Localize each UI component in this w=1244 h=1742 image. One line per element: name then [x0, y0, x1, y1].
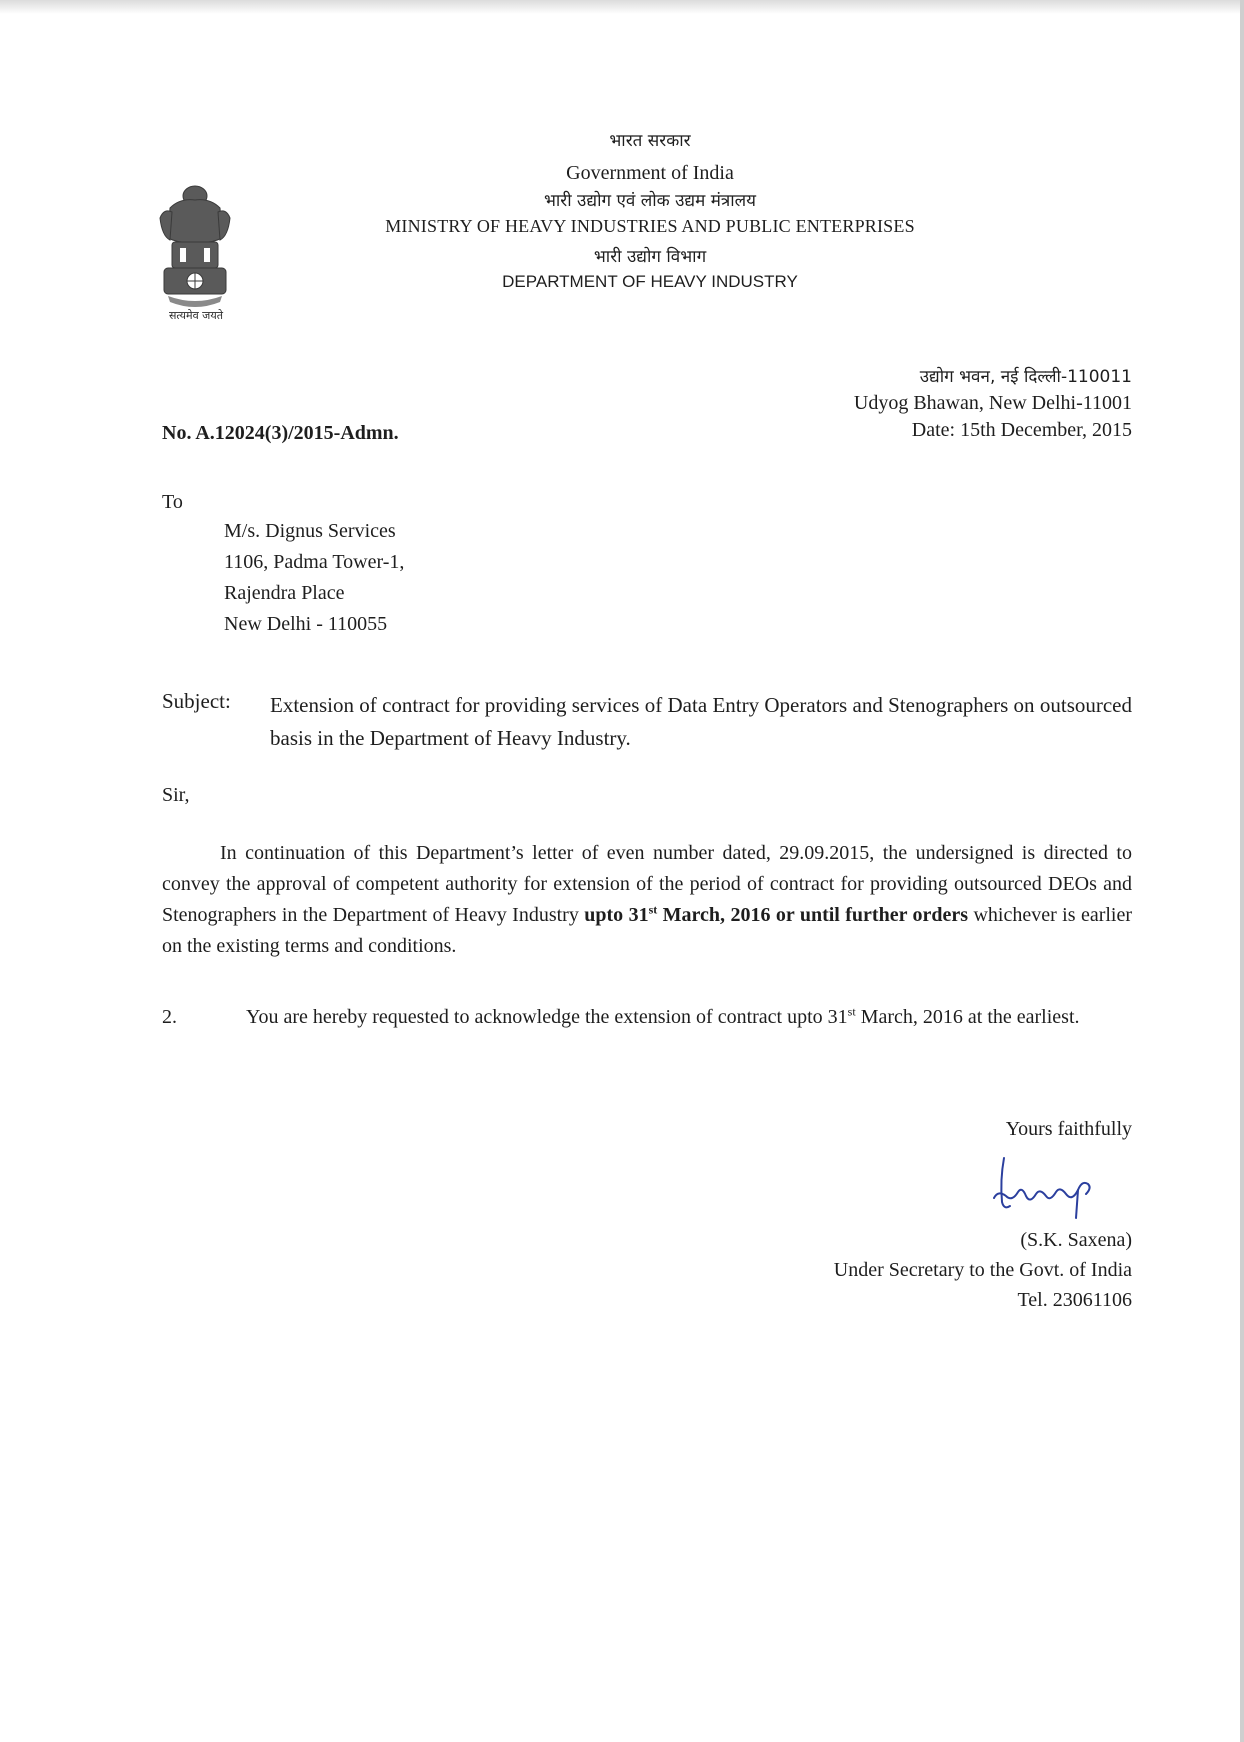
closing: Yours faithfully	[1005, 1118, 1132, 1140]
address-english: Udyog Bhawan, New Delhi-11001	[853, 392, 1132, 414]
paragraph-number: 2.	[162, 1006, 177, 1028]
header-department: DEPARTMENT OF HEAVY INDUSTRY	[502, 272, 798, 291]
paragraph-2-text: You are hereby requested to acknowledge the extension of contract upto 31	[246, 1006, 848, 1028]
paragraph-1	[162, 838, 1132, 962]
emblem-motto: सत्यमेव जयते	[168, 309, 223, 322]
paragraph-1-text-end: whichever is earlier on the existing terms and conditions.	[162, 904, 1133, 957]
paragraph-2-text-end: March, 2016 at the earliest.	[855, 1006, 1080, 1028]
letter-date: Date: 15th December, 2015	[911, 419, 1132, 441]
address-hindi: उद्योग भवन, नई दिल्ली-110011	[919, 367, 1132, 387]
salutation: Sir,	[162, 784, 190, 806]
header-hindi-govt: भारत सरकार	[609, 131, 691, 151]
header-govt: Government of India	[566, 162, 734, 184]
recipient-address	[224, 516, 404, 640]
header-hindi-department: भारी उद्योग विभाग	[593, 247, 707, 267]
ordinal-suffix: st	[648, 902, 658, 917]
scan-shadow-right	[1240, 0, 1244, 1742]
header-ministry: MINISTRY OF HEAVY INDUSTRIES AND PUBLIC ENTERPRISES	[385, 216, 915, 236]
signature-icon	[990, 1150, 1110, 1220]
recipient-line: New Delhi - 110055	[224, 613, 388, 635]
signatory-name: (S.K. Saxena)	[1020, 1229, 1132, 1251]
signatory-telephone: Tel. 23061106	[1017, 1289, 1132, 1311]
paragraph-1-text: In continuation of this Department’s letter of even number dated, 29.09.2015, the undersigned is directed to convey the approval of competent authority for extension of the period of contract for providing outsourced DEOs and Stenographers in the Department of Heavy Industry	[162, 842, 1132, 926]
recipient-line: 1106, Padma Tower-1,	[224, 551, 405, 573]
recipient-line: M/s. Dignus Services	[224, 520, 396, 542]
signatory-block	[834, 1225, 1132, 1315]
signatory-designation: Under Secretary to the Govt. of India	[833, 1259, 1132, 1281]
ordinal-suffix: st	[847, 1004, 856, 1019]
recipient-line: Rajendra Place	[224, 582, 345, 604]
paragraph-2	[162, 1002, 1132, 1033]
paragraph-1-bold: upto 31st March, 2016 or until further orders	[584, 902, 969, 926]
subject-label: Subject:	[162, 689, 231, 713]
reference-number: No. A.12024(3)/2015-Admn.	[162, 422, 399, 444]
header-hindi-ministry: भारी उद्योग एवं लोक उद्यम मंत्रालय	[543, 191, 757, 211]
subject-text: Extension of contract for providing services of Data Entry Operators and Stenographers on outsourced basis in the Department of Heavy Industry.	[270, 693, 1132, 750]
to-label: To	[162, 491, 183, 513]
scan-shadow-top	[0, 0, 1244, 14]
